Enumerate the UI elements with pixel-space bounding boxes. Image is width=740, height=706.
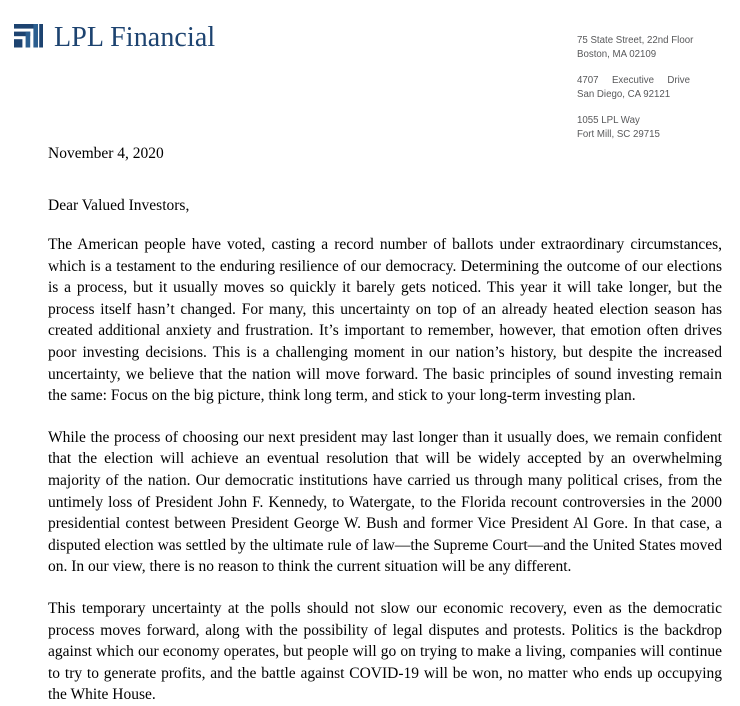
- address-san-diego: [577, 74, 727, 101]
- address-street: 1055 LPL Way: [577, 115, 640, 126]
- brand-wordmark: LPL Financial: [54, 22, 216, 53]
- letter-paragraphs: [48, 234, 722, 706]
- address-fort-mill: [577, 114, 727, 141]
- lpl-financial-logo: [14, 24, 215, 52]
- letter-date: November 4, 2020: [48, 145, 164, 162]
- lpl-nested-square-mark-icon: [14, 24, 43, 52]
- address-city-state-zip: Fort Mill, SC 29715: [577, 128, 660, 140]
- address-city-state-zip: Boston, MA 02109: [577, 48, 657, 60]
- address-city-state-zip: San Diego, CA 92121: [577, 88, 671, 100]
- letter-salutation: Dear Valued Investors,: [48, 197, 190, 214]
- letterhead: [0, 0, 740, 165]
- letter-paragraph: While the process of choosing our next president may last longer than it usually does, we remain confident that the election will achieve an eventual resolution that will be widely accepted by an overwhelming majority of the nation. Our democratic institutions have carried us through many political crises, from the untimely loss of President John F. Kennedy, to Watergate, to the Florida recount controversies in the 2000 presidential contest between President George W. Bush and former Vice President Al Gore. In that case, a disputed election was settled by the ultimate rule of law—the Supreme Court—and the United States moved on. In our view, there is no reason to think the current situation will be any different.: [48, 428, 722, 576]
- letter-paragraph: This temporary uncertainty at the polls should not slow our economic recovery, even as the democratic process moves forward, along with the possibility of legal disputes and protests. Politics is the backdrop against which our economy operates, but people will go on trying to make a living, companies will continue to try to generate profits, and the battle against COVID-19 will be won, no matter who ends up occupying the White House.: [48, 599, 722, 704]
- address-street: 75 State Street, 22nd Floor: [577, 35, 694, 46]
- office-addresses: [577, 34, 727, 141]
- letter-paragraph: The American people have voted, casting a record number of ballots under extraordinary circumstances, which is a testament to the enduring resilience of our democracy. Determining the outcome of our elections is a process, but it usually moves so quickly it barely gets noticed. This year it will take longer, but the process itself hasn’t changed. For many, this uncertainty on top of an already heated election season has created additional anxiety and frustration. It’s important to remember, however, that emotion often drives poor investing decisions. This is a challenging moment in our nation’s history, but despite the increased uncertainty, we believe that the nation will move forward. The basic principles of sound investing remain the same: Focus on the big picture, think long term, and stick to your long-term investing plan.: [48, 236, 722, 405]
- address-boston: [577, 34, 727, 61]
- address-street: 4707 Executive Drive: [577, 75, 690, 86]
